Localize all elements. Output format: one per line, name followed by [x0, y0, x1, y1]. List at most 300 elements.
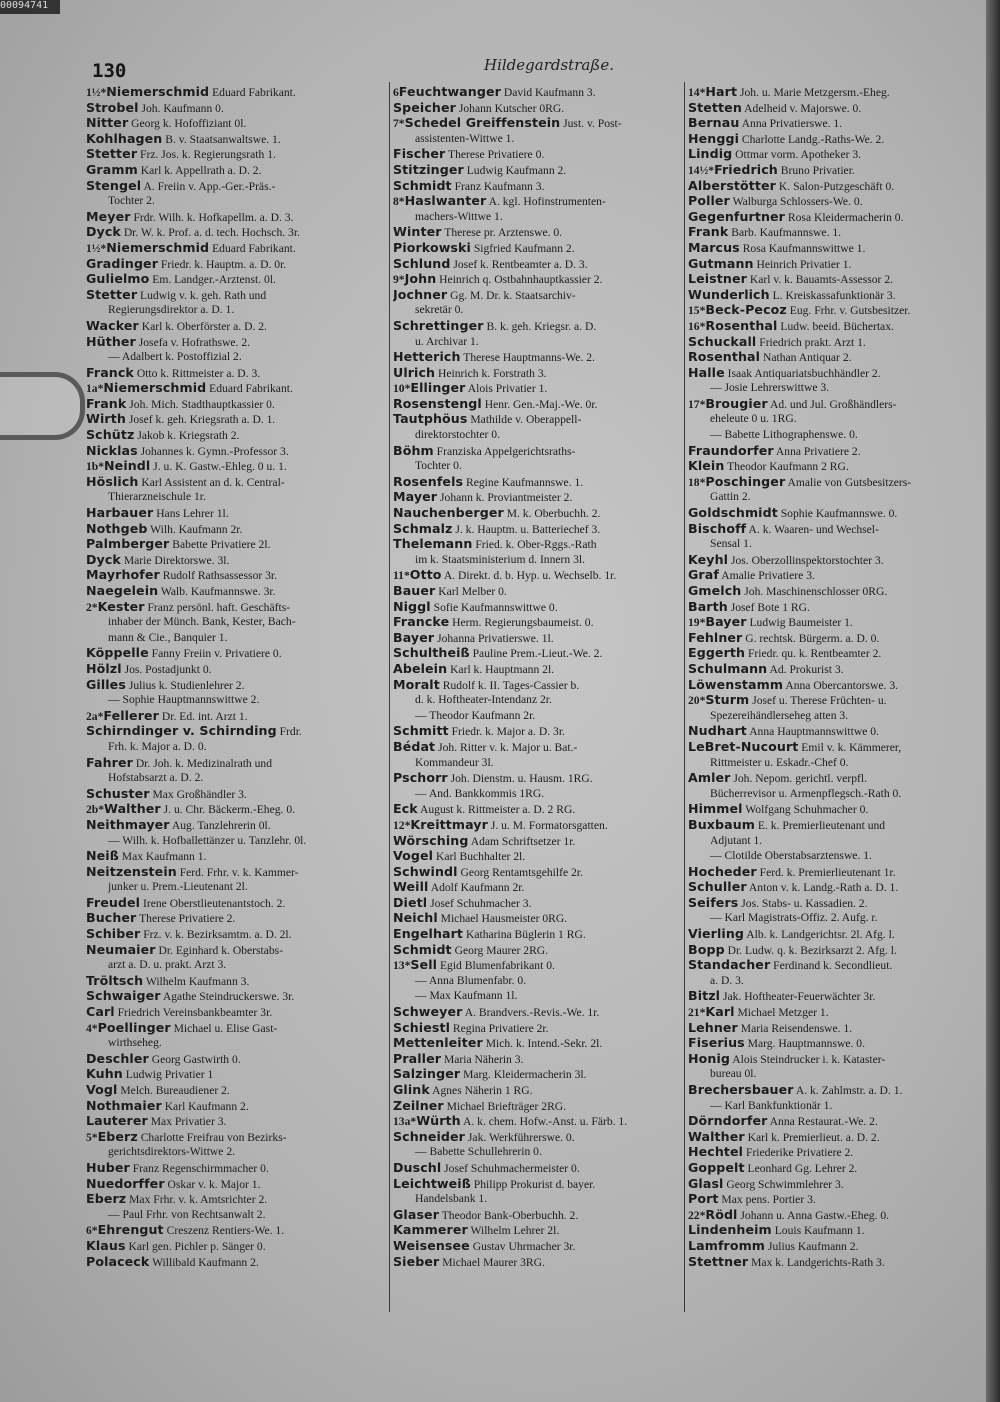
directory-entry — [393, 443, 681, 459]
resident-details: Friedr. qu. k. Rentbeamter 2. — [747, 647, 882, 661]
directory-entry — [393, 287, 681, 303]
resident-details: Agnes Näherin 1 RG. — [432, 1084, 533, 1097]
directory-entry — [86, 380, 386, 396]
directory-entry — [688, 271, 978, 287]
resident-details: Handelsbank 1. — [415, 1192, 488, 1206]
resident-details: junker u. Prem.-Lieutenant 2l. — [108, 880, 248, 894]
resident-surname: Franck — [86, 364, 134, 380]
directory-entry — [393, 895, 681, 911]
directory-entry — [86, 411, 386, 427]
house-number: 22* — [688, 1208, 706, 1222]
directory-entry — [86, 583, 386, 599]
house-number: 10* — [393, 382, 411, 396]
directory-entry — [86, 193, 386, 209]
resident-details: Oskar v. k. Major 1. — [167, 1177, 261, 1191]
resident-surname: Bitzl — [688, 988, 721, 1004]
directory-entry — [688, 864, 978, 880]
house-number: 16* — [688, 319, 706, 333]
directory-entry — [688, 302, 978, 318]
resident-surname: Strobel — [86, 99, 139, 115]
directory-entry — [688, 1098, 978, 1114]
directory-entry — [688, 365, 978, 381]
directory-entry — [393, 864, 681, 880]
directory-entry — [393, 1098, 681, 1114]
resident-surname: Nauchenberger — [393, 505, 504, 521]
resident-surname: Eggerth — [688, 645, 746, 661]
resident-details: Friedrich Vereinsbankbeamter 3r. — [117, 1006, 273, 1020]
resident-surname: Schrettinger — [393, 317, 484, 333]
resident-surname: Gilles — [86, 676, 126, 692]
resident-surname: Kreittmayr — [410, 816, 488, 832]
resident-details: direktorstochter 0. — [415, 428, 500, 442]
resident-details: Michael Metzger 1. — [737, 1006, 829, 1020]
resident-surname: Weill — [393, 879, 429, 895]
directory-entry — [688, 817, 978, 833]
resident-surname: Speicher — [393, 99, 456, 115]
directory-entry — [688, 193, 978, 209]
directory-entry — [688, 786, 978, 802]
resident-surname: John — [404, 271, 437, 287]
directory-entry — [393, 614, 681, 630]
resident-details: Rudolf k. II. Tages-Cassier b. — [442, 678, 580, 692]
directory-entry — [86, 1098, 386, 1114]
directory-entry — [86, 817, 386, 833]
directory-entry — [393, 474, 681, 490]
directory-entry — [393, 302, 681, 318]
directory-entry — [393, 458, 681, 474]
resident-surname: Thelemann — [393, 536, 473, 552]
directory-entry — [393, 224, 681, 240]
directory-entry — [393, 365, 681, 381]
directory-entry — [393, 677, 681, 693]
resident-details: Karl k. Appellrath a. D. 2. — [140, 163, 262, 177]
resident-details: Just. v. Post- — [563, 117, 622, 131]
resident-surname: Vogl — [86, 1082, 118, 1097]
resident-details: Josef Schuhmacher 3. — [430, 896, 532, 910]
directory-entry — [688, 380, 978, 396]
resident-surname: Würth — [416, 1113, 461, 1129]
resident-surname: Goldschmidt — [688, 505, 778, 521]
house-number: 12* — [393, 818, 411, 832]
directory-entry — [86, 474, 386, 490]
directory-entry — [393, 115, 681, 131]
resident-details: Sofie Kaufmannswittwe 0. — [433, 600, 558, 614]
resident-details: Tochter 2. — [108, 194, 155, 208]
house-number: 6* — [86, 1224, 98, 1238]
resident-surname: Nudhart — [688, 723, 747, 739]
resident-surname: Schütz — [86, 427, 135, 443]
resident-surname: Brechersbauer — [688, 1082, 794, 1097]
directory-entry — [688, 801, 978, 817]
resident-details: Jak. Werkführerswe. 0. — [467, 1130, 575, 1144]
directory-entry — [86, 988, 386, 1004]
resident-surname: Poller — [688, 193, 730, 209]
resident-surname: Palmberger — [86, 536, 170, 552]
resident-surname: Stitzinger — [393, 161, 464, 177]
resident-surname: Jochner — [393, 286, 448, 302]
house-number: 4* — [86, 1021, 98, 1035]
resident-surname: Wörsching — [393, 832, 469, 848]
directory-entry — [688, 942, 978, 958]
resident-details: Max Frhr. v. k. Amtsrichter 2. — [129, 1193, 268, 1207]
resident-surname: Schiestl — [393, 1019, 450, 1035]
resident-surname: Hetterich — [393, 349, 461, 365]
directory-entry — [688, 645, 978, 661]
resident-surname: Otto — [409, 567, 442, 583]
page-edge-shadow — [986, 0, 1000, 1402]
resident-details: Josef u. Therese Früchten- u. — [752, 694, 887, 708]
directory-entry — [86, 146, 386, 162]
house-number: 2* — [86, 600, 98, 614]
house-number: 2a* — [86, 709, 104, 723]
directory-entry — [688, 1191, 978, 1207]
directory-entry — [86, 396, 386, 412]
directory-entry — [86, 334, 386, 350]
resident-details: Karl v. k. Bauamts-Assessor 2. — [749, 273, 894, 287]
resident-details: Frdr. Wilh. k. Hofkapellm. a. D. 3. — [133, 210, 294, 224]
directory-entry — [688, 552, 978, 568]
resident-surname: Mayer — [393, 489, 438, 505]
resident-details: Joh. Kaufmann 0. — [141, 101, 224, 115]
directory-entry — [688, 334, 978, 350]
resident-surname: Niemerschmid — [103, 380, 207, 396]
directory-entry — [393, 146, 681, 162]
directory-entry — [86, 848, 386, 864]
directory-entry — [393, 209, 681, 225]
resident-details: Regina Privatiere 2r. — [452, 1021, 549, 1035]
resident-details: d. k. Hoftheater-Intendanz 2r. — [415, 693, 552, 707]
resident-details: Johanna Privatierswe. 1l. — [437, 631, 554, 645]
directory-entry — [688, 318, 978, 334]
directory-entry — [86, 599, 386, 615]
resident-surname: Karl — [705, 1004, 735, 1020]
house-number: 15* — [688, 304, 706, 318]
resident-details: Charlotte Landg.-Raths-We. 2. — [741, 132, 885, 146]
directory-entry — [688, 474, 978, 490]
resident-surname: Nothgeb — [86, 520, 148, 536]
resident-surname: Klaus — [86, 1237, 126, 1253]
directory-entry — [393, 770, 681, 786]
resident-surname: Kammerer — [393, 1222, 468, 1238]
resident-details: Walb. Kaufmannswe. 3r. — [160, 585, 276, 598]
resident-details: A. k. Zahlmstr. a. D. 1. — [795, 1084, 903, 1097]
directory-entry — [86, 505, 386, 521]
resident-details: mann & Cie., Banquier 1. — [108, 630, 228, 644]
directory-entry — [688, 287, 978, 303]
directory-entry — [86, 1254, 386, 1270]
resident-details: Ad. und Jul. Großhändlers- — [769, 397, 897, 411]
resident-details: Michael Hausmeister 0RG. — [440, 912, 568, 926]
resident-details: Josefa v. Hofrathswe. 2. — [138, 335, 251, 349]
resident-details: Melch. Bureaudiener 2. — [120, 1084, 230, 1097]
resident-surname: Amler — [688, 770, 731, 786]
resident-details: — Max Kaufmann 1l. — [415, 989, 518, 1003]
directory-entry — [688, 926, 978, 942]
directory-entry — [86, 1020, 386, 1036]
resident-surname: Poschinger — [705, 473, 786, 489]
resident-surname: Feuchtwanger — [398, 84, 501, 99]
house-number: 19* — [688, 616, 706, 630]
resident-details: Frh. k. Major a. D. 0. — [108, 739, 207, 753]
resident-details: Joh. Mich. Stadthauptkassier 0. — [129, 397, 275, 411]
directory-entry — [688, 583, 978, 599]
resident-details: Georg Gastwirth 0. — [151, 1052, 241, 1066]
resident-surname: Stetten — [688, 99, 742, 115]
directory-entry — [86, 240, 386, 256]
resident-details: Willibald Kaufmann 2. — [152, 1255, 259, 1269]
directory-entry — [86, 536, 386, 552]
resident-details: Karl Buchhalter 2l. — [436, 850, 526, 864]
directory-entry — [393, 1035, 681, 1051]
resident-surname: Standacher — [688, 957, 771, 973]
resident-details: eheleute 0 u. 1RG. — [710, 412, 797, 426]
resident-surname: Schneider — [393, 1128, 465, 1144]
resident-details: Regierungsdirektor a. D. 1. — [108, 303, 235, 317]
directory-entry — [86, 115, 386, 131]
house-number: 5* — [86, 1130, 98, 1144]
resident-surname: Gramm — [86, 161, 138, 177]
directory-entry — [393, 193, 681, 209]
resident-details: Johann Kutscher 0RG. — [458, 101, 565, 115]
directory-entry — [393, 1191, 681, 1207]
directory-entry — [86, 739, 386, 755]
resident-details: Heinrich q. Ostbahnhauptkassier 2. — [439, 273, 603, 287]
directory-entry — [688, 536, 978, 552]
resident-surname: Seifers — [688, 894, 739, 910]
resident-details: Ludwig v. k. geh. Rath und — [140, 288, 267, 302]
resident-details: Barb. Kaufmannswe. 1. — [731, 226, 842, 240]
resident-details: Hans Lehrer 1l. — [156, 507, 229, 521]
resident-details: A. Brandvers.-Revis.-We. 1r. — [464, 1006, 600, 1020]
directory-entry — [688, 1238, 978, 1254]
directory-entry — [688, 739, 978, 755]
resident-surname: Fischer — [393, 146, 446, 162]
resident-surname: Leistner — [688, 271, 747, 287]
resident-surname: Halle — [688, 364, 725, 380]
directory-entry — [393, 396, 681, 412]
resident-details: Max Privatier 3. — [150, 1115, 227, 1129]
resident-surname: Bernau — [688, 115, 740, 131]
resident-details: G. rechtsk. Bürgerm. a. D. 0. — [745, 631, 880, 645]
directory-entry — [688, 1004, 978, 1020]
resident-surname: Schuckall — [688, 333, 757, 349]
resident-details: — Adalbert k. Postoffizial 2. — [108, 350, 242, 364]
resident-surname: Himmel — [688, 801, 743, 817]
directory-entry — [86, 1113, 386, 1129]
resident-surname: Kuhn — [86, 1066, 123, 1082]
resident-surname: Freudel — [86, 894, 141, 910]
resident-details: Dr. Eginhard k. Oberstabs- — [158, 943, 284, 957]
directory-entry — [393, 645, 681, 661]
resident-surname: Eberz — [86, 1191, 127, 1207]
directory-entry — [688, 396, 978, 412]
resident-details: Theodor Bank-Oberbuchh. 2. — [441, 1208, 579, 1222]
resident-details: wirthseheg. — [108, 1036, 162, 1050]
directory-entry — [688, 770, 978, 786]
house-number: 13a* — [393, 1115, 417, 1129]
resident-details: Jos. Oberzollinspektorstochter 3. — [730, 553, 884, 567]
resident-surname: Buxbaum — [688, 816, 755, 832]
resident-details: Hofstabsarzt a. D. 2. — [108, 771, 204, 785]
resident-surname: Vogel — [393, 848, 434, 864]
directory-entry — [393, 271, 681, 287]
directory-entry — [688, 957, 978, 973]
resident-details: Dr. Ed. int. Arzt 1. — [161, 709, 248, 723]
directory-entry — [393, 739, 681, 755]
resident-details: assistenten-Wittwe 1. — [415, 131, 515, 145]
directory-entry — [393, 411, 681, 427]
directory-entry — [393, 692, 681, 708]
resident-details: Gg. M. Dr. k. Staatsarchiv- — [450, 288, 576, 302]
directory-entry — [688, 240, 978, 256]
resident-surname: Wirth — [86, 411, 126, 427]
resident-details: E. k. Premierlieutenant und — [757, 818, 886, 832]
directory-entry — [393, 848, 681, 864]
resident-details: bureau 0l. — [710, 1067, 757, 1081]
directory-entry — [393, 100, 681, 116]
directory-entry — [86, 957, 386, 973]
resident-surname: Schwindl — [393, 863, 458, 879]
directory-entry — [393, 1113, 681, 1129]
directory-entry — [393, 708, 681, 724]
resident-surname: Gutmann — [688, 255, 754, 271]
directory-entry — [86, 349, 386, 365]
resident-surname: Ellinger — [410, 380, 466, 396]
directory-entry — [86, 1051, 386, 1067]
resident-surname: Mayrhofer — [86, 567, 160, 583]
resident-details: Anna Hauptmannswittwe 0. — [749, 725, 879, 739]
directory-entry — [393, 178, 681, 194]
directory-entry — [688, 1222, 978, 1238]
resident-details: Franziska Appelgerichtsraths- — [436, 444, 576, 458]
resident-details: Creszenz Rentiers-We. 1. — [166, 1224, 285, 1238]
resident-details: Friedr. k. Major a. D. 3r. — [451, 725, 565, 739]
resident-surname: Henggi — [688, 130, 739, 146]
resident-details: — Babette Schullehrerin 0. — [415, 1145, 542, 1159]
directory-entry — [393, 1238, 681, 1254]
resident-surname: Dyck — [86, 551, 121, 567]
resident-surname: Brougier — [705, 395, 768, 411]
house-number: 11* — [393, 569, 410, 583]
resident-details: im k. Staatsministerium d. Innern 3l. — [415, 552, 586, 566]
resident-surname: Fiserius — [688, 1035, 745, 1051]
resident-surname: Rosenstengl — [393, 395, 482, 411]
house-number: 7* — [393, 117, 405, 131]
resident-surname: Duschl — [393, 1159, 442, 1175]
resident-surname: Pschorr — [393, 770, 448, 786]
resident-details: Sensal 1. — [710, 537, 752, 551]
directory-entry — [86, 708, 386, 724]
directory-entry — [86, 973, 386, 989]
resident-details: Therese Privatiere 2. — [139, 912, 236, 926]
directory-entry — [688, 505, 978, 521]
resident-details: machers-Wittwe 1. — [415, 209, 503, 223]
resident-details: Irene Oberstlieutenantstoch. 2. — [143, 896, 286, 910]
resident-details: Spezereihändlerseheg atten 3. — [710, 708, 849, 722]
resident-details: August k. Rittmeister a. D. 2 RG. — [420, 803, 576, 817]
resident-details: Karl k. Premierlieut. a. D. 2. — [747, 1130, 880, 1144]
resident-details: Katharina Büglerin 1 RG. — [465, 928, 586, 942]
house-number: 21* — [688, 1006, 706, 1020]
resident-surname: Barth — [688, 598, 728, 614]
resident-surname: Schmidt — [393, 177, 452, 193]
resident-surname: Poellinger — [97, 1019, 171, 1035]
directory-entry — [86, 1176, 386, 1192]
binding-clip — [0, 372, 85, 440]
resident-surname: Port — [688, 1191, 719, 1207]
resident-surname: Böhm — [393, 442, 434, 458]
resident-details: Ad. Prokurist 3. — [769, 662, 844, 676]
resident-surname: Eberz — [97, 1128, 138, 1144]
directory-entry — [393, 318, 681, 334]
resident-details: Dr. W. k. Prof. a. d. tech. Hochsch. 3r. — [123, 226, 300, 240]
directory-entry — [86, 178, 386, 194]
resident-details: Theodor Kaufmann 2 RG. — [727, 460, 849, 474]
resident-details: Georg k. Hofoffiziant 0l. — [131, 117, 247, 131]
resident-details: — Wilh. k. Hofballettänzer u. Tanzlehr. 0l. — [108, 833, 307, 847]
directory-entry — [688, 84, 978, 100]
resident-surname: Hölzl — [86, 660, 122, 676]
resident-details: Dr. Joh. k. Medizinalrath und — [135, 756, 273, 770]
resident-details: Karl Kaufmann 2. — [164, 1099, 249, 1113]
resident-details: Wilhelm Lehrer 2l. — [470, 1224, 560, 1238]
resident-surname: Schuster — [86, 785, 150, 801]
resident-details: Otto k. Rittmeister a. D. 3. — [136, 366, 261, 380]
resident-details: Therese pr. Arztenswe. 0. — [444, 226, 563, 240]
resident-surname: Walther — [104, 801, 161, 817]
directory-entry — [393, 910, 681, 926]
directory-entry — [688, 224, 978, 240]
directory-entry — [393, 926, 681, 942]
resident-details: Aug. Tanzlehrerin 0l. — [171, 818, 271, 832]
directory-entry — [393, 942, 681, 958]
column-1 — [86, 84, 386, 1269]
resident-details: Georg Maurer 2RG. — [454, 943, 549, 957]
directory-entry — [688, 692, 978, 708]
resident-details: Georg Schwimmlehrer 3. — [726, 1177, 844, 1191]
directory-entry — [688, 1066, 978, 1082]
resident-surname: Alberstötter — [688, 177, 776, 193]
resident-details: Julius Kaufmann 2. — [767, 1239, 859, 1253]
directory-entry — [688, 349, 978, 365]
resident-surname: Kohlhagen — [86, 130, 163, 146]
resident-surname: Engelhart — [393, 926, 464, 942]
directory-entry — [86, 723, 386, 739]
resident-details: A. kgl. Hofinstrumenten- — [488, 195, 606, 209]
house-number: 14* — [688, 86, 706, 99]
resident-surname: Tröltsch — [86, 972, 144, 988]
resident-surname: Köppelle — [86, 645, 149, 661]
directory-entry — [86, 302, 386, 318]
directory-entry — [688, 411, 978, 427]
resident-details: Julius k. Studienlehrer 2. — [128, 678, 245, 692]
resident-surname: Niemerschmid — [106, 84, 210, 99]
resident-surname: Beck-Pecoz — [705, 302, 787, 318]
resident-details: David Kaufmann 3. — [503, 86, 596, 99]
resident-surname: Bauer — [393, 583, 436, 598]
directory-entry — [688, 256, 978, 272]
resident-surname: Tautphöus — [393, 411, 468, 427]
resident-details: Therese Privatiere 0. — [448, 148, 545, 162]
directory-entry — [688, 1020, 978, 1036]
resident-surname: Salzinger — [393, 1066, 461, 1082]
resident-details: Joh. Maschinenschlosser 0RG. — [744, 585, 888, 598]
resident-details: Charlotte Freifrau von Bezirks- — [140, 1130, 287, 1144]
house-number: 13* — [393, 959, 411, 973]
resident-surname: Glink — [393, 1082, 430, 1097]
directory-entry — [688, 848, 978, 864]
directory-entry — [86, 1004, 386, 1020]
